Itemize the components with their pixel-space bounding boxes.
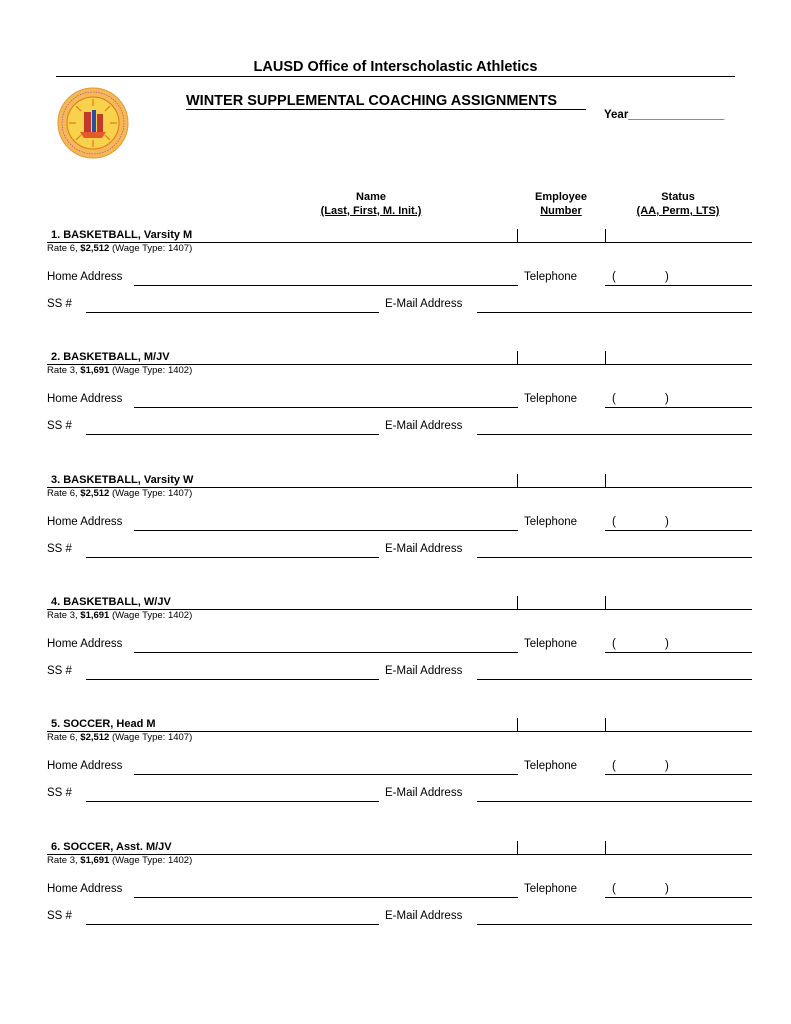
rate-prefix: Rate 6, — [47, 243, 81, 254]
phone-area-close: ) — [665, 883, 669, 895]
status-field[interactable] — [605, 841, 606, 854]
column-status-subtitle: (AA, Perm, LTS) — [636, 205, 720, 217]
home-address-field[interactable] — [134, 897, 518, 898]
email-label: E-Mail Address — [385, 665, 463, 677]
email-field[interactable] — [477, 679, 752, 680]
column-employee-title: Employee — [535, 191, 587, 203]
rate-amount: $1,691 — [80, 365, 110, 376]
ss-label: SS # — [47, 910, 72, 922]
assignment-title: 3. BASKETBALL, Varsity W — [51, 474, 194, 486]
assignment-entry — [0, 841, 791, 961]
rate-amount: $1,691 — [80, 855, 110, 866]
column-header-status — [618, 190, 738, 218]
email-field[interactable] — [477, 312, 752, 313]
rate-prefix: Rate 6, — [47, 732, 81, 743]
rate-info — [47, 732, 192, 743]
assignment-title: 2. BASKETBALL, M/JV — [51, 351, 170, 363]
ss-label: SS # — [47, 298, 72, 310]
rate-amount: $2,512 — [80, 732, 110, 743]
form-title-underline — [186, 109, 586, 110]
ss-field[interactable] — [86, 434, 379, 435]
column-header-employee — [516, 190, 606, 218]
org-title: LAUSD Office of Interscholastic Athletics — [253, 59, 538, 75]
email-label: E-Mail Address — [385, 910, 463, 922]
ss-field[interactable] — [86, 312, 379, 313]
phone-area-close: ) — [665, 516, 669, 528]
column-name-title: Name — [356, 191, 386, 203]
home-address-label: Home Address — [47, 760, 123, 772]
telephone-field[interactable] — [605, 530, 752, 531]
district-seal-logo — [56, 86, 130, 160]
ss-field[interactable] — [86, 801, 379, 802]
status-field[interactable] — [605, 474, 606, 487]
phone-area-open: ( — [612, 393, 616, 405]
home-address-label: Home Address — [47, 516, 123, 528]
assignment-entry — [0, 718, 791, 838]
phone-area-close: ) — [665, 638, 669, 650]
home-address-label: Home Address — [47, 883, 123, 895]
ss-label: SS # — [47, 787, 72, 799]
phone-area-close: ) — [665, 393, 669, 405]
email-field[interactable] — [477, 924, 752, 925]
rate-info — [47, 365, 192, 376]
year-field[interactable]: Year_______________ — [604, 109, 725, 121]
telephone-label: Telephone — [524, 516, 578, 528]
wage-type: (Wage Type: 1407) — [109, 732, 193, 743]
assignment-entry — [0, 596, 791, 716]
email-field[interactable] — [477, 801, 752, 802]
form-title: WINTER SUPPLEMENTAL COACHING ASSIGNMENTS — [186, 93, 558, 109]
wage-type: (Wage Type: 1402) — [109, 365, 193, 376]
telephone-label: Telephone — [524, 638, 578, 650]
employee-number-field[interactable] — [517, 229, 518, 242]
phone-area-open: ( — [612, 271, 616, 283]
phone-area-open: ( — [612, 760, 616, 772]
assignment-entry — [0, 474, 791, 594]
assignment-title: 1. BASKETBALL, Varsity M — [51, 229, 193, 241]
wage-type: (Wage Type: 1407) — [109, 488, 193, 499]
employee-number-field[interactable] — [517, 718, 518, 731]
home-address-field[interactable] — [134, 285, 518, 286]
phone-area-open: ( — [612, 638, 616, 650]
home-address-field[interactable] — [134, 652, 518, 653]
column-header-name — [301, 190, 441, 218]
phone-area-close: ) — [665, 760, 669, 772]
ss-field[interactable] — [86, 679, 379, 680]
status-field[interactable] — [605, 229, 606, 242]
home-address-field[interactable] — [134, 774, 518, 775]
status-field[interactable] — [605, 351, 606, 364]
assignment-title: 6. SOCCER, Asst. M/JV — [51, 841, 172, 853]
email-field[interactable] — [477, 557, 752, 558]
ss-label: SS # — [47, 665, 72, 677]
telephone-label: Telephone — [524, 883, 578, 895]
telephone-label: Telephone — [524, 271, 578, 283]
phone-area-open: ( — [612, 516, 616, 528]
rate-info — [47, 855, 192, 866]
column-status-title: Status — [661, 191, 695, 203]
employee-number-field[interactable] — [517, 596, 518, 609]
email-label: E-Mail Address — [385, 543, 463, 555]
rate-prefix: Rate 6, — [47, 488, 81, 499]
telephone-label: Telephone — [524, 393, 578, 405]
rate-prefix: Rate 3, — [47, 610, 81, 621]
rate-amount: $2,512 — [80, 488, 110, 499]
phone-area-open: ( — [612, 883, 616, 895]
email-label: E-Mail Address — [385, 298, 463, 310]
assignment-entry — [0, 351, 791, 471]
rate-prefix: Rate 3, — [47, 855, 81, 866]
status-field[interactable] — [605, 718, 606, 731]
rate-prefix: Rate 3, — [47, 365, 81, 376]
ss-label: SS # — [47, 420, 72, 432]
telephone-field[interactable] — [605, 774, 752, 775]
rate-info — [47, 488, 192, 499]
ss-label: SS # — [47, 543, 72, 555]
status-field[interactable] — [605, 596, 606, 609]
home-address-field[interactable] — [134, 407, 518, 408]
rate-amount: $2,512 — [80, 243, 110, 254]
employee-number-field[interactable] — [517, 474, 518, 487]
email-label: E-Mail Address — [385, 787, 463, 799]
home-address-label: Home Address — [47, 393, 123, 405]
rate-info — [47, 243, 192, 254]
home-address-label: Home Address — [47, 271, 123, 283]
ss-field[interactable] — [86, 924, 379, 925]
employee-number-field[interactable] — [517, 351, 518, 364]
wage-type: (Wage Type: 1402) — [109, 610, 193, 621]
assignment-title: 4. BASKETBALL, W/JV — [51, 596, 171, 608]
telephone-label: Telephone — [524, 760, 578, 772]
rate-info — [47, 610, 192, 621]
rate-amount: $1,691 — [80, 610, 110, 621]
telephone-field[interactable] — [605, 285, 752, 286]
assignment-entry — [0, 229, 791, 349]
telephone-field[interactable] — [605, 897, 752, 898]
ss-field[interactable] — [86, 557, 379, 558]
header-divider — [56, 76, 735, 77]
wage-type: (Wage Type: 1402) — [109, 855, 193, 866]
telephone-field[interactable] — [605, 652, 752, 653]
phone-area-close: ) — [665, 271, 669, 283]
telephone-field[interactable] — [605, 407, 752, 408]
wage-type: (Wage Type: 1407) — [109, 243, 193, 254]
assignment-title: 5. SOCCER, Head M — [51, 718, 156, 730]
home-address-field[interactable] — [134, 530, 518, 531]
column-name-subtitle: (Last, First, M. Init.) — [320, 205, 422, 217]
employee-number-field[interactable] — [517, 841, 518, 854]
column-employee-subtitle: Number — [540, 205, 582, 217]
email-field[interactable] — [477, 434, 752, 435]
home-address-label: Home Address — [47, 638, 123, 650]
email-label: E-Mail Address — [385, 420, 463, 432]
